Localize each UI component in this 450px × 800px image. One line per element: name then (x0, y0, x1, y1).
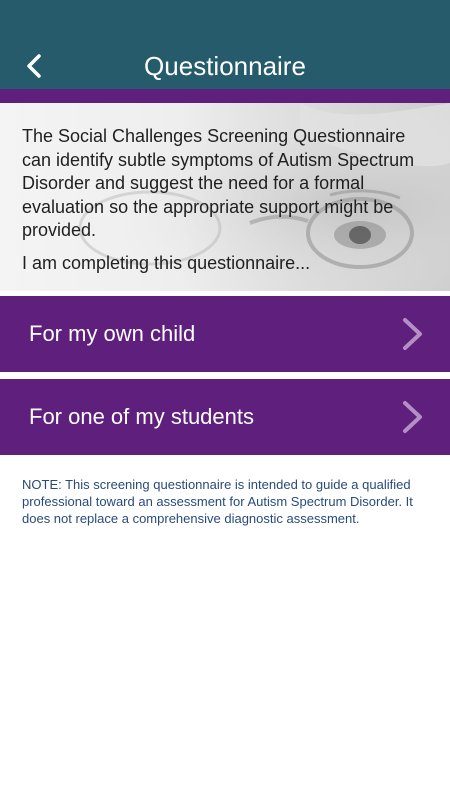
page-title: Questionnaire (144, 51, 306, 81)
option-students-button[interactable] (0, 379, 450, 455)
header-accent-bar (0, 89, 450, 103)
nav-bar (0, 0, 450, 89)
disclaimer-note: NOTE: This screening questionnaire is intended to guide a qualified professional toward an assessment for Autism Spectrum Disorder. It does not replace a comprehensive diagnostic assessment. (22, 477, 413, 526)
chevron-right-icon (400, 316, 426, 352)
option-own-child-button[interactable] (0, 296, 450, 372)
chevron-right-icon (400, 399, 426, 435)
option-label: For one of my students (29, 404, 254, 429)
option-label: For my own child (29, 321, 196, 346)
intro-prompt: I am completing this questionnaire... (22, 252, 311, 273)
intro-description: The Social Challenges Screening Questionnaire can identify subtle symptoms of Autism Spectrum Disorder and suggest the need for a formal evaluation so the appropriate support might be provided. (22, 126, 415, 240)
intro-section (0, 103, 450, 291)
